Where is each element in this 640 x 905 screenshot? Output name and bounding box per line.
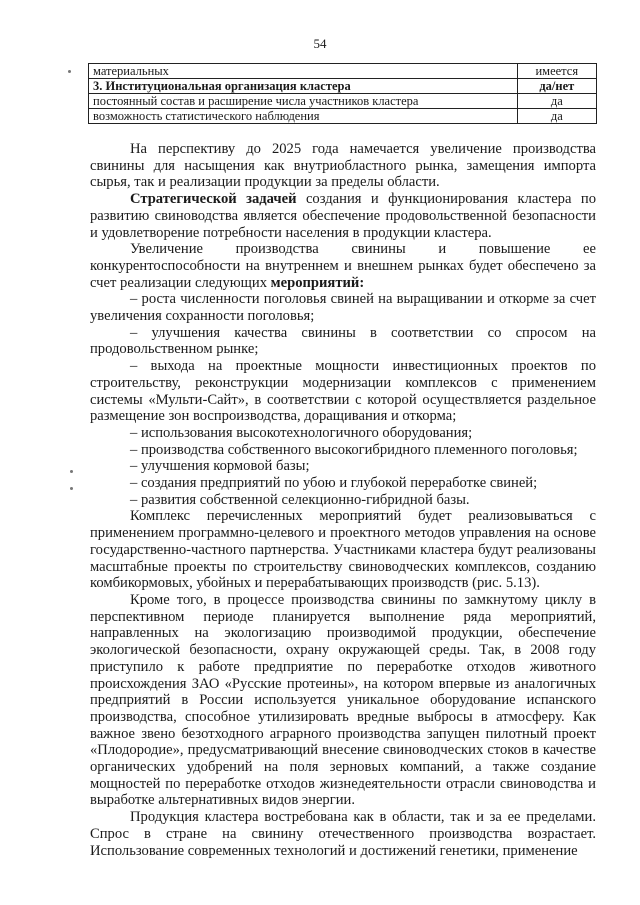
paragraph: Комплекс перечисленных мероприятий будет реализовываться с применением программно-целевого и проектного методов управления на основе государственно-частного партнерства. Участниками кластера будут реализованы масштабные проекты по строительству свиноводческих комплексов, созданию комбикормовых, убойных и перерабатывающих производств (рис. 5.13). [90,508,596,592]
list-item: – роста численности поголовья свиней на выращивании и откорме за счет увеличения сохранности поголовья; [90,291,596,325]
paragraph: Продукция кластера востребована как в области, так и за ее пределами. Спрос в стране на свинину отечественного производства возрастает. Использование современных технологий и достижений генетики, применение [90,809,596,859]
paragraph [90,191,596,241]
table-cell-label: материальных [89,64,518,79]
list-item: – развития собственной селекционно-гибридной базы. [130,491,470,508]
table-section-header-row [89,79,597,94]
table-row [89,94,597,109]
scan-speck [70,487,73,490]
bold-phrase: мероприятий: [270,274,365,291]
page-number: 54 [313,36,327,51]
table-cell-value: да [517,109,596,124]
table-cell-value: да [517,94,596,109]
document-body [90,141,596,859]
scan-speck [68,70,71,73]
table-row [89,64,597,79]
table-cell-label: возможность статистического наблюдения [89,109,518,124]
table-cell-label: 3. Институциональная организация кластера [89,79,518,94]
criteria-table [88,63,597,124]
list-item: – выхода на проектные мощности инвестиционных проектов по строительству, реконструкции модернизации комплексов с применением системы «Мульти-Сайт», в соответствии с которой осуществляется раздельное размещение зон воспроизводства, доращивания и откорма; [90,358,596,425]
list-item: – улучшения кормовой базы; [130,458,310,475]
table-row [89,109,597,124]
paragraph [90,241,596,291]
list-item: – создания предприятий по убою и глубокой переработке свиней; [130,475,538,492]
paragraph: На перспективу до 2025 года намечается увеличение производства свинины для насыщения как внутриобластного рынка, замещения импорта сырья, так и реализации продукции за пределы области. [90,141,596,191]
paragraph-text: создания и функционирования кластера по развитию свиноводства является обеспечение продовольственной безопасности и удовлетворение потребности населения в продукции кластера. [90,191,597,241]
bold-phrase: Стратегической задачей [130,191,297,208]
table-cell-label: постоянный состав и расширение числа участников кластера [89,94,518,109]
scan-speck [70,470,73,473]
list-item: – улучшения качества свинины в соответствии со спросом на продовольственном рынке; [90,324,596,358]
paragraph: Кроме того, в процессе производства свинины по замкнутому циклу в перспективном периоде планируется выполнение ряда мероприятий, направленных на экологизацию производимой продукции, обеспечение экологической безопасности, охрану окружающей среды. Так, в 2008 году приступило к работе предприятие по переработке отходов животного происхождения ЗАО «Русские протеины», на котором впервые из аналогичных предприятий в России используется уникальное оборудование испанского производства, способное утилизировать вредные выбросы в атмосферу. Как важное звено безотходного аграрного производства запущен пилотный проект «Плодородие», предусматривающий внесение свиноводческих стоков в качестве органических удобрений на поля зерновых компаний, а также создание мощностей по переработке отходов жизнедеятельности отрасли свиноводства и выработке альтернативных видов энергии. [90,591,596,809]
table-cell-value: имеется [517,64,596,79]
paragraph-text: Увеличение производства свинины и повышение ее конкурентоспособности на внутреннем и внешнем рынках будет обеспечено за счет реализации следующих [90,241,596,291]
table-cell-value: да/нет [517,79,596,94]
list-item: – использования высокотехнологичного оборудования; [130,424,473,441]
list-item: – производства собственного высокогибридного племенного поголовья; [130,441,578,458]
